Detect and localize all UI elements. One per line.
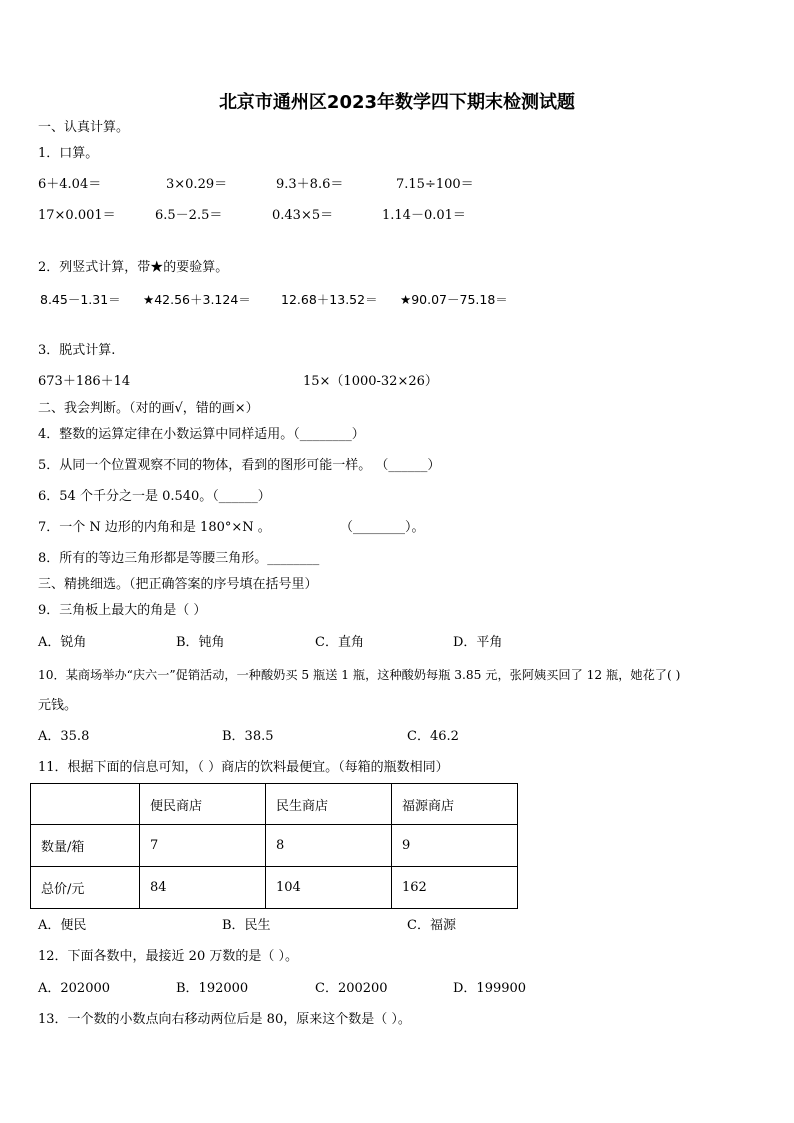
- question-1-label: 1．口算。: [38, 146, 99, 161]
- choice-option: A．锐角: [38, 635, 87, 650]
- oral-calc-item: 6.5－2.5＝: [155, 208, 223, 223]
- question-8: 8．所有的等边三角形都是等腰三角形。________: [38, 551, 320, 566]
- vertical-calc-item: 8.45－1.31＝: [40, 292, 121, 307]
- oral-calc-item: 1.14－0.01＝: [382, 208, 466, 223]
- table-cell: 162: [392, 867, 518, 909]
- choice-option: A．便民: [38, 918, 87, 933]
- question-13: 13．一个数的小数点向右移动两位后是 80，原来这个数是（ ）。: [38, 1012, 411, 1027]
- table-header-cell: 民生商店: [266, 784, 392, 825]
- table-row: [31, 825, 518, 867]
- step-calc-item: 15×（1000-32×26）: [303, 374, 438, 389]
- question-10-cont: 元钱。: [38, 698, 78, 713]
- question-9: 9．三角板上最大的角是（ ）: [38, 603, 207, 618]
- oral-calc-item: 3×0.29＝: [166, 177, 228, 192]
- question-6: 6．54 个千分之一是 0.540。（______）: [38, 489, 271, 504]
- question-2-label: 2．列竖式计算，带★的要验算。: [38, 260, 229, 275]
- choice-option: A．202000: [38, 981, 111, 996]
- table-cell: 8: [266, 825, 392, 867]
- choice-option: B．38.5: [222, 729, 274, 744]
- table-cell: 84: [140, 867, 266, 909]
- choice-option: C．直角: [315, 635, 364, 650]
- question-7-blank: （________）。: [340, 520, 425, 535]
- question-4: 4．整数的运算定律在小数运算中同样适用。（________）: [38, 427, 365, 442]
- table-header-cell: 福源商店: [392, 784, 518, 825]
- table-cell: [31, 784, 140, 825]
- oral-calc-item: 17×0.001＝: [38, 208, 116, 223]
- choice-option: C．福源: [407, 918, 456, 933]
- question-11: 11．根据下面的信息可知，（ ）商店的饮料最便宜。（每箱的瓶数相同）: [38, 760, 449, 775]
- table-row: [31, 867, 518, 909]
- choice-option: C．200200: [315, 981, 388, 996]
- oral-calc-item: 0.43×5＝: [272, 208, 334, 223]
- section-heading-2: 二、我会判断。（对的画√，错的画×）: [38, 401, 259, 416]
- oral-calc-item: 6＋4.04＝: [38, 177, 102, 192]
- oral-calc-item: 7.15÷100＝: [396, 177, 474, 192]
- table-cell: 104: [266, 867, 392, 909]
- table-cell: 7: [140, 825, 266, 867]
- section-heading-1: 一、认真计算。: [38, 120, 130, 135]
- table-cell: 9: [392, 825, 518, 867]
- vertical-calc-item: 12.68＋13.52＝: [281, 292, 378, 307]
- question-7: 7．一个 N 边形的内角和是 180°×N 。: [38, 520, 271, 535]
- step-calc-item: 673＋186＋14: [38, 374, 131, 389]
- section-heading-3: 三、精挑细选。（把正确答案的序号填在括号里）: [38, 577, 318, 592]
- choice-option: C．46.2: [407, 729, 459, 744]
- choice-option: B．192000: [176, 981, 249, 996]
- page-title: 北京市通州区2023年数学四下期末检测试题: [218, 92, 576, 113]
- question-3-label: 3．脱式计算.: [38, 343, 116, 358]
- oral-calc-item: 9.3＋8.6＝: [276, 177, 344, 192]
- table-header-row: [31, 784, 518, 825]
- table-cell: 数量/箱: [31, 825, 140, 867]
- choice-option: D．199900: [453, 981, 527, 996]
- question-10: 10．某商场举办“庆六一”促销活动，一种酸奶买 5 瓶送 1 瓶，这种酸奶每瓶 3.85 元，张阿姨买回了 12 瓶，她花了( ): [38, 668, 681, 682]
- choice-option: B．钝角: [176, 635, 225, 650]
- price-table: [30, 783, 518, 909]
- table-cell: 总价/元: [31, 867, 140, 909]
- choice-option: D．平角: [453, 635, 503, 650]
- vertical-calc-item: ★42.56＋3.124＝: [143, 292, 251, 307]
- choice-option: A．35.8: [38, 729, 90, 744]
- choice-option: B．民生: [222, 918, 271, 933]
- vertical-calc-item: ★90.07－75.18＝: [400, 292, 508, 307]
- table-header-cell: 便民商店: [140, 784, 266, 825]
- question-5: 5．从同一个位置观察不同的物体，看到的图形可能一样。 （______）: [38, 458, 441, 473]
- question-12: 12．下面各数中，最接近 20 万数的是（ ）。: [38, 949, 298, 964]
